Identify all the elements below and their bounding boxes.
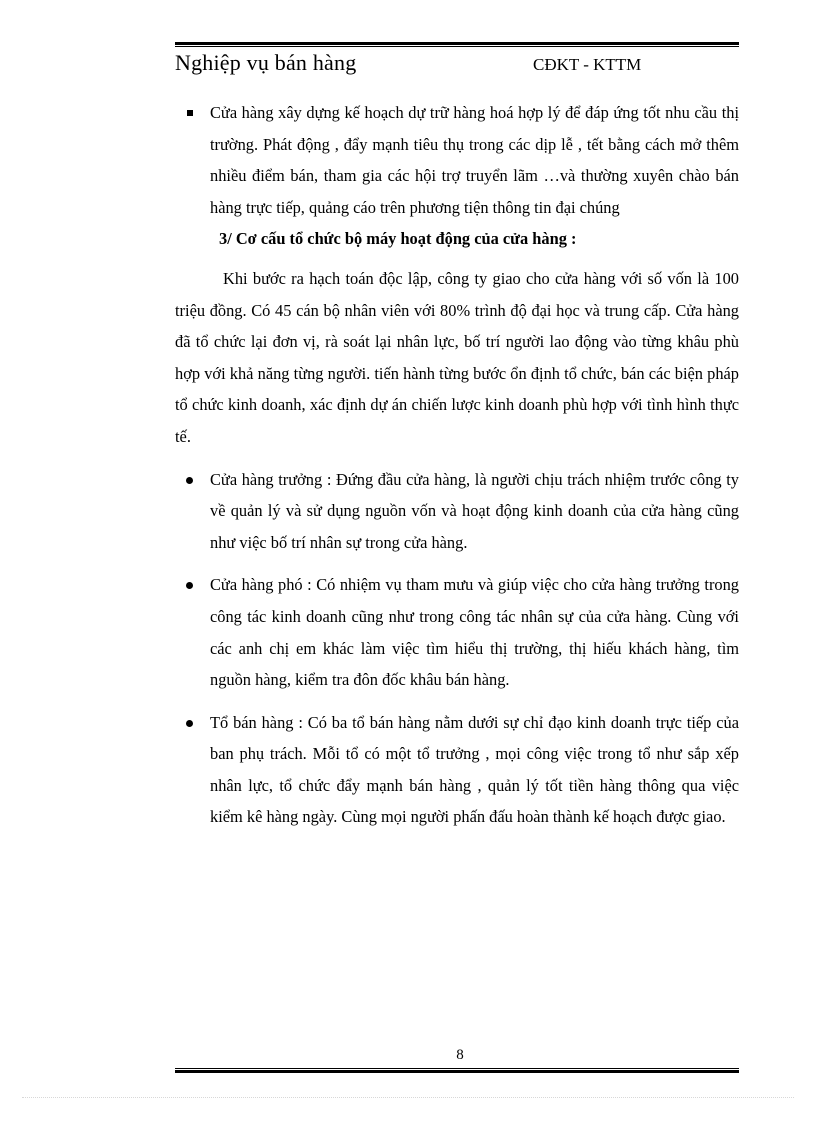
header-department: CĐKT - KTTM xyxy=(533,55,642,74)
list-item-text: Cửa hàng phó : Có nhiệm vụ tham mưu và giúp việc cho cửa hàng trưởng trong công tác kinh doanh cũng như trong công tác nhân sự của cửa hàng. Cùng với các anh chị em khác làm việc tìm hiểu thị trường, thị hiếu khách hàng, tìm nguồn hàng, kiểm tra đôn đốc khâu bán hàng. xyxy=(210,575,739,690)
page-number: 8 xyxy=(456,1047,464,1063)
document-body xyxy=(175,97,739,833)
round-bullet-icon xyxy=(186,582,193,589)
footer-rule xyxy=(175,1068,739,1073)
body-paragraph: Khi bước ra hạch toán độc lập, công ty giao cho cửa hàng với số vốn là 100 triệu đồng. Có 45 cán bộ nhân viên với 80% trình độ đại học và trung cấp. Cửa hàng đã tổ chức lại đơn vị, rà soát lại nhân lực, bố trí người lao động vào từng khâu phù hợp với khả năng từng người. tiến hành từng bước ổn định tổ chức, bán các biện pháp tổ chức kinh doanh, xác định dự án chiến lược kinh doanh phù hợp với tình hình thực tế. xyxy=(175,268,739,446)
list-item-text: Cửa hàng trưởng : Đứng đầu cửa hàng, là người chịu trách nhiệm trước công ty về quản lý và sử dụng nguồn vốn và hoạt động kinh doanh của cửa hàng cũng như việc bố trí nhân sự trong cửa hàng. xyxy=(210,469,739,552)
round-bullet-icon xyxy=(186,720,193,727)
page-header xyxy=(175,50,739,78)
round-bullet-icon xyxy=(186,477,193,484)
list-item-text: Tổ bán hàng : Có ba tổ bán hàng nằm dưới sự chỉ đạo kinh doanh trực tiếp của ban phụ trách. Mỗi tổ có một tổ trưởng , mọi công việc trong tổ như sắp xếp nhân lực, tổ chức đẩy mạnh bán hàng , quản lý tốt tiền hàng thông qua việc kiểm kê hàng ngày. Cùng mọi người phấn đấu hoàn thành kế hoạch được giao. xyxy=(210,712,739,827)
header-title: Nghiệp vụ bán hàng xyxy=(175,50,357,75)
intro-bullet xyxy=(175,97,739,223)
square-bullet-icon xyxy=(187,110,193,116)
intro-bullet-text: Cửa hàng xây dựng kế hoạch dự trữ hàng hoá hợp lý để đáp ứng tốt nhu cầu thị trường. Phát động , đẩy mạnh tiêu thụ trong các dịp lễ , tết bằng cách mở thêm nhiều điểm bán, tham gia các hội trợ truyển lãm …và thường xuyên chào bán hàng trực tiếp, quảng cáo trên phương tiện thông tin đại chúng xyxy=(210,103,739,217)
header-rule xyxy=(175,42,739,47)
page-edge-divider xyxy=(22,1097,794,1098)
list-item xyxy=(175,707,739,833)
section-heading: 3/ Cơ cấu tổ chức bộ máy hoạt động của cửa hàng : xyxy=(219,229,577,249)
list-item xyxy=(175,569,739,695)
list-item xyxy=(175,464,739,559)
